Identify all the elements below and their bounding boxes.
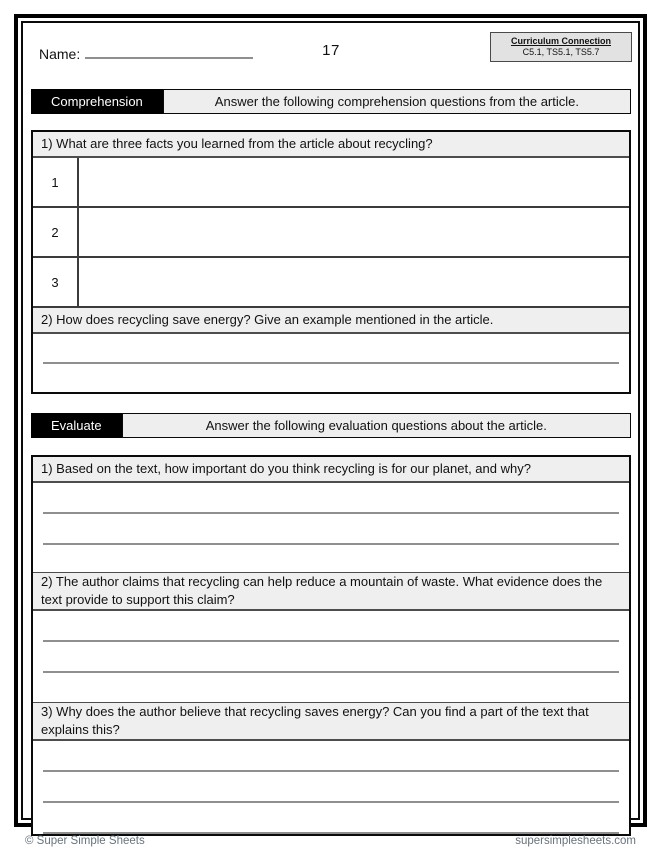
- fact-answer-cell-1[interactable]: [79, 158, 629, 206]
- evaluate-q1-header: 1) Based on the text, how important do you think recycling is for our planet, and why?: [33, 457, 629, 483]
- name-input-line[interactable]: [85, 43, 253, 59]
- fact-number-1: 1: [33, 158, 79, 206]
- answer-line[interactable]: [43, 334, 619, 364]
- curriculum-codes: C5.1, TS5.1, TS5.7: [522, 47, 600, 57]
- section-tab-evaluate: Evaluate: [31, 413, 122, 438]
- evaluate-q2-answer-area[interactable]: [33, 611, 629, 702]
- comprehension-section-bar: [31, 89, 631, 114]
- answer-line[interactable]: [43, 673, 619, 702]
- comprehension-q2-answer-area[interactable]: [33, 334, 629, 392]
- fact-answer-cell-3[interactable]: [79, 258, 629, 306]
- curriculum-connection-box: [490, 32, 632, 62]
- name-field-group: [39, 43, 253, 62]
- page-inner-border: [21, 21, 640, 820]
- answer-line[interactable]: [43, 514, 619, 545]
- answer-line[interactable]: [43, 364, 619, 392]
- answer-line[interactable]: [43, 741, 619, 772]
- answer-line[interactable]: [43, 642, 619, 673]
- fact-row-2: [33, 208, 629, 258]
- answer-line[interactable]: [43, 772, 619, 803]
- section-tab-comprehension: Comprehension: [31, 89, 163, 114]
- evaluate-q2-header: 2) The author claims that recycling can help reduce a mountain of waste. What evidence does the text provide to support this claim?: [33, 572, 629, 611]
- worksheet-page: [14, 14, 647, 827]
- fact-row-1: [33, 158, 629, 208]
- name-label: Name:: [39, 46, 81, 62]
- curriculum-title: Curriculum Connection: [510, 36, 611, 46]
- footer-copyright: © Super Simple Sheets: [25, 835, 145, 847]
- comprehension-instruction: Answer the following comprehension questions from the article.: [163, 89, 631, 114]
- fact-number-3: 3: [33, 258, 79, 306]
- evaluate-q3-header: 3) Why does the author believe that recycling saves energy? Can you find a part of the text that explains this?: [33, 702, 629, 741]
- page-footer: [25, 835, 636, 847]
- evaluate-q3-answer-area[interactable]: [33, 741, 629, 834]
- answer-line[interactable]: [43, 611, 619, 642]
- page-number: 17: [322, 42, 340, 59]
- evaluate-section-bar: [31, 413, 631, 438]
- comprehension-q2-header: 2) How does recycling save energy? Give an example mentioned in the article.: [33, 308, 629, 334]
- evaluate-q1-answer-area[interactable]: [33, 483, 629, 572]
- answer-line[interactable]: [43, 483, 619, 514]
- fact-answer-cell-2[interactable]: [79, 208, 629, 256]
- comprehension-q1-header: 1) What are three facts you learned from the article about recycling?: [33, 132, 629, 158]
- comprehension-question-box: [31, 130, 631, 394]
- answer-line[interactable]: [43, 545, 619, 572]
- page-header: [31, 33, 631, 71]
- fact-number-2: 2: [33, 208, 79, 256]
- answer-line[interactable]: [43, 803, 619, 834]
- fact-row-3: [33, 258, 629, 308]
- footer-website: supersimplesheets.com: [515, 835, 636, 847]
- evaluate-question-box: [31, 455, 631, 836]
- evaluate-instruction: Answer the following evaluation questions about the article.: [122, 413, 631, 438]
